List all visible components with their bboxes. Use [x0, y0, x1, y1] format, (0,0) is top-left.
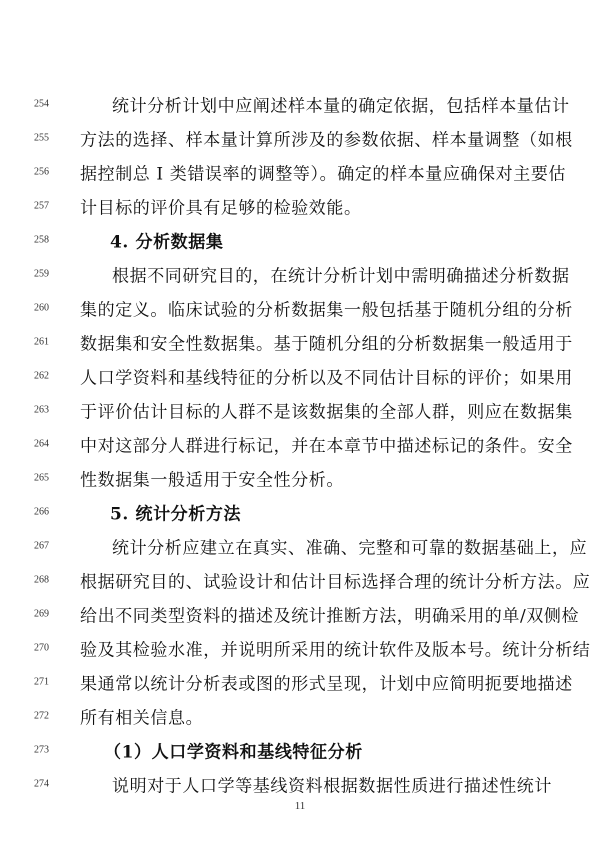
text-line — [0, 257, 600, 291]
text-line — [0, 291, 600, 325]
text-line — [0, 87, 600, 121]
text-line — [0, 733, 600, 767]
line-number: 267 — [34, 540, 49, 552]
paragraph-text: 数据集和安全性数据集。基于随机分组的分析数据集一般适用于 — [80, 334, 573, 355]
text-line — [0, 495, 600, 529]
text-line — [0, 699, 600, 733]
subsection-heading: （1）人口学资料和基线特征分析 — [104, 742, 363, 763]
line-number: 263 — [34, 404, 49, 416]
line-number: 260 — [34, 302, 49, 314]
line-number: 261 — [34, 336, 49, 348]
paragraph-text: 据控制总 I 类错误率的调整等）。确定的样本量应确保对主要估 — [80, 164, 567, 185]
text-line — [0, 767, 600, 801]
text-line — [0, 529, 600, 563]
paragraph-text: 根据不同研究目的，在统计分析计划中需明确描述分析数据 — [112, 266, 570, 287]
line-number: 256 — [34, 166, 49, 178]
section-heading: 5. 统计分析方法 — [110, 504, 242, 525]
text-line — [0, 155, 600, 189]
text-line — [0, 461, 600, 495]
paragraph-text: 给出不同类型资料的描述及统计推断方法，明确采用的单/双侧检 — [80, 606, 580, 627]
line-number: 255 — [34, 132, 49, 144]
line-number: 273 — [34, 744, 49, 756]
paragraph-text: 方法的选择、样本量计算所涉及的参数依据、样本量调整（如根 — [80, 130, 573, 151]
text-line — [0, 427, 600, 461]
line-number: 265 — [34, 472, 49, 484]
paragraph-text: 果通常以统计分析表或图的形式呈现，计划中应简明扼要地描述 — [80, 674, 573, 695]
paragraph-text: 验及其检验水准，并说明所采用的统计软件及版本号。统计分析结 — [80, 640, 591, 661]
line-number: 272 — [34, 710, 49, 722]
paragraph-text: 人口学资料和基线特征的分析以及不同估计目标的评价；如果用 — [80, 368, 573, 389]
section-heading: 4. 分析数据集 — [110, 232, 224, 253]
line-number: 268 — [34, 574, 49, 586]
line-number: 258 — [34, 234, 49, 246]
text-line — [0, 665, 600, 699]
paragraph-text: 统计分析计划中应阐述样本量的确定依据，包括样本量估计 — [112, 96, 570, 117]
text-line — [0, 359, 600, 393]
text-line — [0, 223, 600, 257]
text-line — [0, 563, 600, 597]
line-number: 264 — [34, 438, 49, 450]
paragraph-text: 于评价估计目标的人群不是该数据集的全部人群，则应在数据集 — [80, 402, 573, 423]
paragraph-text: 性数据集一般适用于安全性分析。 — [80, 470, 344, 491]
paragraph-text: 中对这部分人群进行标记，并在本章节中描述标记的条件。安全 — [80, 436, 573, 457]
line-number: 274 — [34, 778, 49, 790]
paragraph-text: 说明对于人口学等基线资料根据数据性质进行描述性统计 — [112, 776, 552, 797]
line-number: 266 — [34, 506, 49, 518]
page-number: 11 — [294, 800, 306, 812]
line-number: 257 — [34, 200, 49, 212]
paragraph-text: 集的定义。临床试验的分析数据集一般包括基于随机分组的分析 — [80, 300, 573, 321]
line-number: 271 — [34, 676, 49, 688]
text-line — [0, 393, 600, 427]
paragraph-text: 计目标的评价具有足够的检验效能。 — [80, 198, 362, 219]
line-number: 269 — [34, 608, 49, 620]
line-number: 254 — [34, 98, 49, 110]
text-line — [0, 597, 600, 631]
text-line — [0, 325, 600, 359]
text-line — [0, 121, 600, 155]
paragraph-text: 统计分析应建立在真实、准确、完整和可靠的数据基础上，应 — [112, 538, 588, 559]
text-line — [0, 631, 600, 665]
text-line — [0, 189, 600, 223]
line-number: 259 — [34, 268, 49, 280]
line-number: 270 — [34, 642, 49, 654]
paragraph-text: 根据研究目的、试验设计和估计目标选择合理的统计分析方法。应 — [80, 572, 591, 593]
line-number: 262 — [34, 370, 49, 382]
paragraph-text: 所有相关信息。 — [80, 708, 204, 729]
